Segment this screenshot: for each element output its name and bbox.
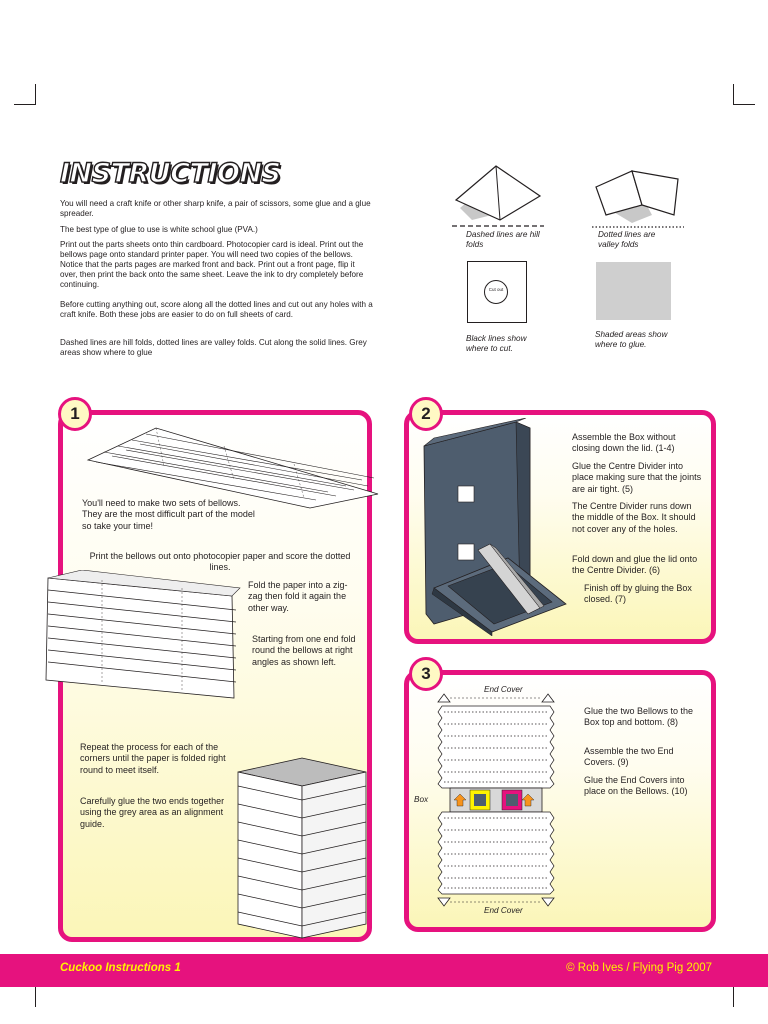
valley-fold-label: Dotted lines are valley folds — [598, 230, 656, 249]
step-3-item-1: Glue the two Bellows to the Box top and bottom. (8) — [584, 706, 694, 728]
end-cover-bottom-label: End Cover — [484, 906, 523, 915]
intro-paragraph: Before cutting anything out, score along all the dotted lines and cut out any holes with a craft knife. Both these jobs are easier to do on full sheets of card. — [60, 300, 373, 320]
bellows-assembled-illustration — [232, 756, 372, 940]
box-assembly-illustration — [418, 418, 568, 636]
step-3-badge: 3 — [409, 657, 443, 691]
step-1-text-e: Repeat the process for each of the corners until the paper is folded right round to meet itself. — [80, 742, 226, 775]
crop-mark — [733, 986, 734, 1007]
step-2-item-3: The Centre Divider runs down the middle of the Box. It should not cover any of the holes. — [572, 501, 696, 534]
step-2-item-1: Assemble the Box without closing down the lid. (1-4) — [572, 432, 676, 454]
hill-fold-label: Dashed lines are hill folds — [466, 230, 540, 249]
footer-bar — [0, 954, 768, 987]
step-2-item-4: Fold down and glue the lid onto the Centre Divider. (6) — [572, 554, 698, 576]
step-1-badge: 1 — [58, 397, 92, 431]
step-1-text-b: Print the bellows out onto photocopier paper and score the dotted lines. — [89, 551, 351, 573]
hill-fold-icon — [452, 160, 544, 230]
crop-mark — [733, 84, 734, 105]
footer-title: Cuckoo Instructions 1 — [60, 962, 181, 974]
step-2-item-2: Glue the Centre Divider into place making sure that the joints are air tight. (5) — [572, 461, 702, 494]
intro-paragraph: You will need a craft knife or other sharp knife, a pair of scissors, some glue and a glue spreader. — [60, 199, 371, 219]
page-title: INSTRUCTIONS — [60, 158, 281, 189]
step-1-text-d: Starting from one end fold round the bellows at right angles as shown left. — [252, 634, 356, 667]
glue-area-label: Shaded areas show where to glue. — [595, 330, 668, 349]
cut-out-circle: Cut out — [484, 280, 508, 304]
crop-mark — [35, 84, 36, 105]
crop-mark — [14, 104, 35, 105]
crop-mark — [734, 104, 755, 105]
glue-area-swatch — [596, 262, 671, 320]
step-1-text-c: Fold the paper into a zig-zag then fold it again the other way. — [248, 580, 348, 613]
bellows-attachment-diagram — [436, 692, 558, 912]
footer-copyright: © Rob Ives / Flying Pig 2007 — [566, 962, 712, 974]
step-2-badge: 2 — [409, 397, 443, 431]
valley-fold-icon — [592, 165, 684, 231]
step-1-text-a: You'll need to make two sets of bellows. They are the most difficult part of the model so take your time! — [82, 498, 255, 531]
cut-line-label: Black lines show where to cut. — [466, 334, 527, 353]
step-3-item-3: Glue the End Covers into place on the Bellows. (10) — [584, 775, 688, 797]
bellows-zigzag-illustration — [84, 422, 390, 510]
intro-paragraph: Dashed lines are hill folds, dotted lines are valley folds. Cut along the solid lines. Grey areas show where to glue — [60, 338, 367, 358]
intro-paragraph: Print out the parts sheets onto thin cardboard. Photocopier card is ideal. Print out the bellows page onto standard printer paper. You will need two copies of the bellows. Notice that the parts pages are marked front and back. Print out a front page, flip it over, then print the back onto the same sheet. Leave the ink to dry completely before continuing. — [60, 240, 364, 290]
step-2-item-5: Finish off by gluing the Box closed. (7) — [584, 583, 692, 605]
crop-mark — [35, 986, 36, 1007]
end-cover-top-label: End Cover — [484, 685, 523, 694]
intro-paragraph: The best type of glue to use is white school glue (PVA.) — [60, 225, 258, 234]
box-label: Box — [414, 795, 429, 804]
step-1-text-f: Carefully glue the two ends together using the grey area as an alignment guide. — [80, 796, 225, 829]
bellows-folded-illustration — [42, 570, 246, 700]
step-3-item-2: Assemble the two End Covers. (9) — [584, 746, 674, 768]
